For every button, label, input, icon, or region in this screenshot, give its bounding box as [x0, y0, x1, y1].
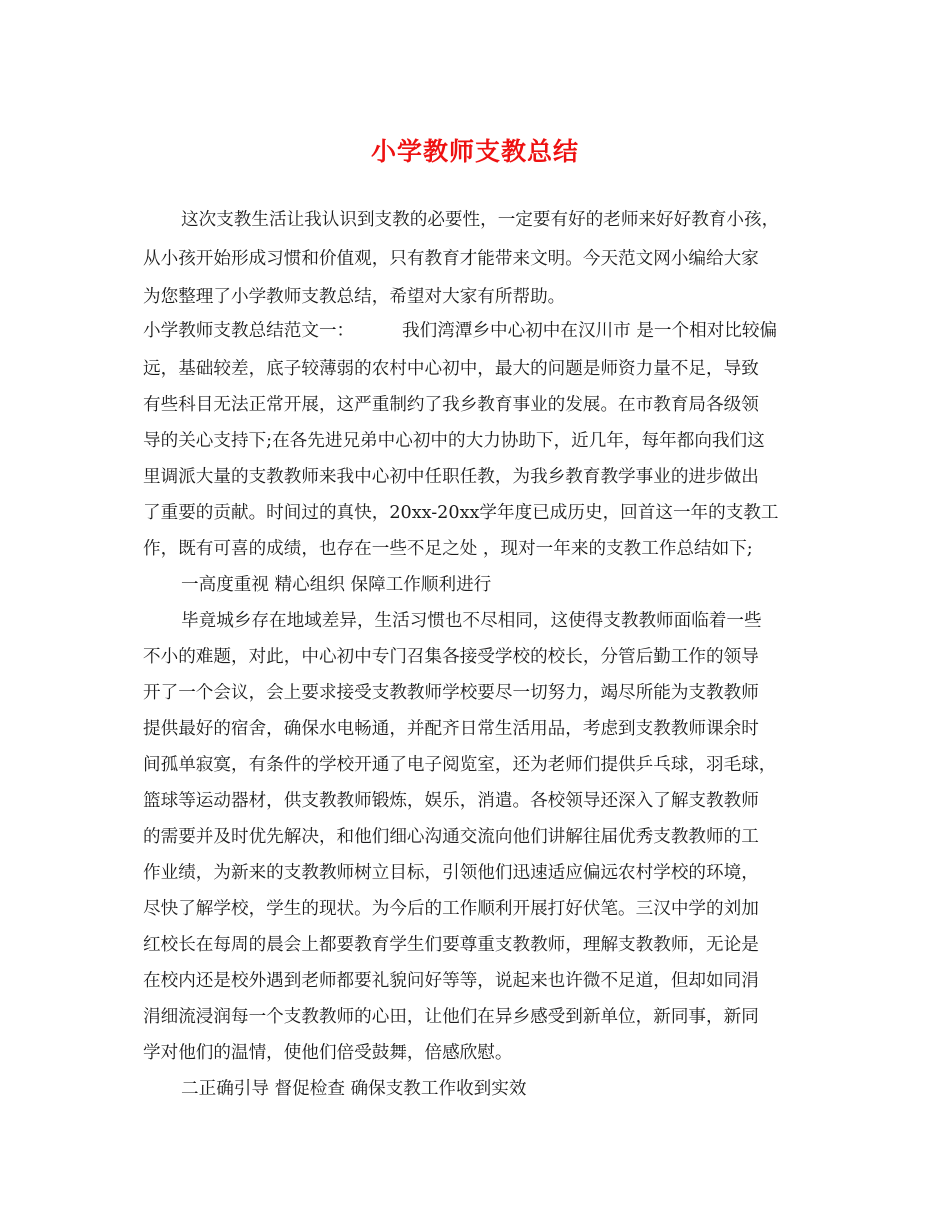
- section1-line-9: 尽快了解学校，学生的现状。为今后的工作顺利开展打好伏笔。三汉中学的刘加: [143, 899, 759, 919]
- intro-line-2: 从小孩开始形成习惯和价值观，只有教育才能带来文明。今天范文网小编给大家: [143, 249, 759, 269]
- section1-line-7: 的需要并及时优先解决，和他们细心沟通交流向他们讲解往届优秀支教教师的工: [143, 827, 759, 847]
- section1-heading: 一高度重视 精心组织 保障工作顺利进行: [181, 575, 492, 595]
- section1-line-1: 毕竟城乡存在地域差异，生活习惯也不尽相同，这使得支教教师面临着一些: [181, 611, 762, 631]
- sample-line-6: 作，既有可喜的成绩，也存在一些不足之处 ，现对一年来的支教工作总结如下;: [143, 539, 753, 559]
- intro-line-1: 这次支教生活让我认识到支教的必要性，一定要有好的老师来好好教育小孩，: [181, 210, 780, 230]
- section1-line-12: 涓细流浸润每一个支教教师的心田，让他们在异乡感受到新单位，新同事，新同: [143, 1007, 759, 1027]
- section1-line-2: 不小的难题，对此，中心初中专门召集各接受学校的校长，分管后勤工作的领导: [143, 647, 759, 667]
- section1-line-13: 学对他们的温情，使他们倍受鼓舞，倍感欣慰。: [143, 1043, 513, 1063]
- section1-line-6: 篮球等运动器材，供支教教师锻炼，娱乐，消遣。各校领导还深入了解支教教师: [143, 791, 759, 811]
- section1-line-8: 作业绩，为新来的支教教师树立目标，引领他们迅速适应偏远农村学校的环境，: [143, 863, 759, 883]
- section1-line-10: 红校长在每周的晨会上都要教育学生们要尊重支教教师，理解支教教师，无论是: [143, 935, 759, 955]
- section1-line-3: 开了一个会议，会上要求接受支教教师学校要尽一切努力，竭尽所能为支教教师: [143, 683, 759, 703]
- intro-line-3: 为您整理了小学教师支教总结，希望对大家有所帮助。: [143, 287, 566, 307]
- section1-line-5: 间孤单寂寞，有条件的学校开通了电子阅览室，还为老师们提供乒乓球，羽毛球，: [143, 755, 777, 775]
- sample-line-4: 里调派大量的支教教师来我中心初中任职任教，为我乡教育教学事业的进步做出: [143, 467, 759, 487]
- sample-first-line: 我们湾潭乡中心初中在汉川市 是一个相对比较偏: [402, 321, 778, 341]
- sample-heading-line: [143, 321, 777, 341]
- sample-line-2: 有些科目无法正常开展，这严重制约了我乡教育事业的发展。在市教育局各级领: [143, 395, 759, 415]
- sample-line-1: 远，基础较差，底子较薄弱的农村中心初中，最大的问题是师资力量不足，导致: [143, 359, 759, 379]
- sample-heading: 小学教师支教总结范文一：: [143, 321, 355, 341]
- section1-line-4: 提供最好的宿舍，确保水电畅通，并配齐日常生活用品，考虑到支教教师课余时: [143, 719, 759, 739]
- sample-line-3: 导的关心支持下;在各先进兄弟中心初中的大力协助下，近几年，每年都向我们这: [143, 431, 765, 451]
- section2-heading: 二正确引导 督促检查 确保支教工作收到实效: [181, 1079, 527, 1099]
- sample-line-5: 了重要的贡献。时间过的真快，20xx-20xx学年度已成历史，回首这一年的支教工: [143, 503, 779, 523]
- section1-line-11: 在校内还是校外遇到老师都要礼貌问好等等，说起来也许微不足道，但却如同涓: [143, 971, 759, 991]
- document-title: 小学教师支教总结: [370, 137, 579, 166]
